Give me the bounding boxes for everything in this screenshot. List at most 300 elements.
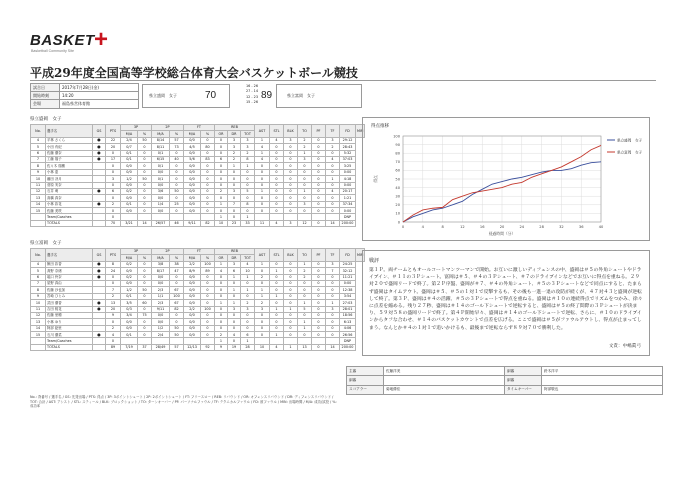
y-tick-label: 90 (395, 142, 400, 147)
stat-cell: 1 (298, 319, 312, 325)
stat-cell: 0/0 (184, 312, 201, 318)
stat-cell: 32:12 (340, 268, 356, 274)
stat-cell: 0 (201, 195, 215, 201)
y-tick-label: 60 (395, 168, 400, 173)
stat-cell: 1 (255, 293, 270, 299)
stat-cell: 0 (215, 280, 228, 286)
stat-cell: 2/3 (152, 287, 170, 293)
stat-cell: 0/0 (121, 169, 138, 175)
stat-cell: 0 (170, 319, 184, 325)
stat-cell: 37:34 (340, 201, 356, 207)
stat-cell: 6 (31, 274, 46, 280)
stat-cell: 5 (31, 268, 46, 274)
y-tick-label: 100 (393, 134, 400, 139)
stat-cell: 1 (298, 261, 312, 267)
starter-mark: ● (93, 156, 106, 162)
report-heading: 戦評 (369, 258, 380, 264)
stat-cell: 0 (312, 156, 326, 162)
stat-cell: 0 (312, 144, 326, 150)
stat-cell: 3 (228, 306, 241, 312)
stat-cell: 0 (298, 293, 312, 299)
stat-cell: 1/2 (121, 287, 138, 293)
x-tick-label: 28 (539, 225, 544, 229)
stat-cell: 2 (228, 150, 241, 156)
stat-cell: 0 (284, 287, 298, 293)
column-header: PF (312, 249, 326, 262)
stat-cell: 0 (270, 182, 284, 188)
stat-cell: 0 (298, 332, 312, 338)
stat-cell: 3/21 (121, 220, 138, 226)
stat-cell: 0/1 (121, 156, 138, 162)
stat-cell: 2 (215, 332, 228, 338)
stat-cell: 2 (298, 268, 312, 274)
column-header: 2P (152, 125, 184, 131)
stat-cell: 3 (284, 137, 298, 143)
player-name: 堀口 伶奈 (46, 274, 93, 280)
stat-cell: 3 (106, 176, 121, 182)
official-name: 菊地優佳 (384, 385, 505, 394)
stat-cell: 0 (298, 287, 312, 293)
column-header: FD (340, 125, 356, 138)
player-name: 石井 萌 (46, 188, 93, 194)
logo-text: BASKET (30, 32, 95, 49)
stat-cell: 14 (138, 220, 152, 226)
stat-cell: 6 (31, 150, 46, 156)
starter-mark: ● (93, 150, 106, 156)
game-report (362, 250, 650, 356)
stat-cell: 0 (312, 300, 326, 306)
stat-cell: 0 (215, 137, 228, 143)
stat-cell: 4 (241, 261, 255, 267)
stat-cell: 0 (138, 280, 152, 286)
stat-cell: 0 (270, 319, 284, 325)
stat-cell: 37:03 (340, 156, 356, 162)
stat-cell: 0 (201, 201, 215, 207)
stat-cell: 0 (215, 306, 228, 312)
report-author: 文責：中嶋眞弓 (608, 344, 641, 349)
officials-row (347, 385, 663, 394)
stat-cell: 37 (138, 344, 152, 350)
stat-cell: 0 (201, 332, 215, 338)
stat-cell: 19 (228, 344, 241, 350)
stat-cell: 0/0 (121, 319, 138, 325)
stat-cell: 26/57 (152, 220, 170, 226)
stat-cell: 0 (270, 274, 284, 280)
stat-cell: 0 (201, 319, 215, 325)
stat-cell: 67 (170, 287, 184, 293)
starter-mark: ● (93, 144, 106, 150)
stat-cell: 0 (284, 319, 298, 325)
stat-cell: 0 (241, 280, 255, 286)
stat-cell: 0 (270, 150, 284, 156)
stat-cell: 82 (170, 306, 184, 312)
stat-cell: 0 (270, 261, 284, 267)
stat-cell: 0 (138, 319, 152, 325)
stat-cell: 26:56 (340, 332, 356, 338)
stat-cell: 0 (138, 169, 152, 175)
stat-cell: 0 (138, 163, 152, 169)
stat-cell: 1 (255, 287, 270, 293)
stat-cell: 17 (106, 156, 121, 162)
stat-cell: 0 (312, 293, 326, 299)
stat-cell: 0 (312, 306, 326, 312)
stat-cell: 8 (106, 261, 121, 267)
stat-cell: 4 (255, 144, 270, 150)
official-name: 阿部敬也 (542, 385, 663, 394)
stat-cell: 0 (228, 338, 241, 344)
stat-cell: 50 (170, 188, 184, 194)
stat-cell: 25 (170, 201, 184, 207)
stat-cell: 3 (326, 261, 340, 267)
officials-row (347, 367, 663, 376)
stat-cell: 10 (215, 220, 228, 226)
stat-cell: 0 (228, 208, 241, 214)
player-name: 藤田 冴月 (46, 176, 93, 182)
stat-cell: 1 (228, 274, 241, 280)
stat-cell: 14 (326, 220, 340, 226)
player-row (31, 344, 365, 350)
stat-cell: 0 (312, 332, 326, 338)
home-team-name: 県立盛岡 女子 (149, 93, 177, 98)
stat-cell: 0/0 (152, 182, 170, 188)
chart-title: 得点推移 (371, 124, 389, 129)
player-name: 佐々木 瑞穂 (46, 163, 93, 169)
stat-cell: 28:43 (340, 144, 356, 150)
stat-cell: 0 (201, 169, 215, 175)
stat-cell: 0 (326, 332, 340, 338)
stat-cell: 0 (170, 195, 184, 201)
stat-cell: 1 (255, 188, 270, 194)
home-final-score: 70 (205, 90, 217, 101)
stat-cell: 0 (312, 344, 326, 350)
starter-mark: ● (93, 201, 106, 207)
stat-cell: 0/0 (121, 182, 138, 188)
player-name: 髙野 奈緒 (46, 268, 93, 274)
stat-cell: 0/0 (184, 201, 201, 207)
stat-cell: 67 (170, 300, 184, 306)
stat-cell: 73 (170, 144, 184, 150)
legend-label: 県立盛岡 女子 (617, 138, 643, 143)
stat-cell: 4 (270, 137, 284, 143)
column-subheader: TOT (241, 131, 255, 137)
stat-cell: 1 (241, 214, 255, 220)
stat-cell: 12 (31, 312, 46, 318)
stat-cell: 0 (170, 280, 184, 286)
stat-cell: 0/0 (184, 300, 201, 306)
stat-cell: 0/0 (184, 325, 201, 331)
stat-cell: 0 (215, 144, 228, 150)
column-header: REB (215, 125, 255, 131)
stat-cell: 0 (228, 280, 241, 286)
stat-cell: 9/11 (184, 220, 201, 226)
stat-cell: 0 (228, 176, 241, 182)
stat-cell: 3 (298, 201, 312, 207)
stat-cell: 1/1 (152, 293, 170, 299)
stat-cell: 0 (241, 176, 255, 182)
stat-cell: 1 (241, 163, 255, 169)
column-subheader: M/A (121, 131, 138, 137)
stat-cell: 7 (106, 287, 121, 293)
stat-cell: 0 (138, 156, 152, 162)
stat-cell: 3:25 (340, 163, 356, 169)
stat-cell: 0 (284, 208, 298, 214)
away-final-score: 89 (261, 90, 273, 101)
stat-cell: 0/0 (184, 176, 201, 182)
stat-cell: 0 (312, 208, 326, 214)
starter-mark: ● (93, 137, 106, 143)
stat-cell: 0/1 (121, 293, 138, 299)
stat-cell: 7 (326, 268, 340, 274)
column-header: TO (298, 125, 312, 138)
stat-cell: 50 (138, 176, 152, 182)
stat-cell: 12/13 (184, 344, 201, 350)
stat-cell: 50 (138, 287, 152, 293)
stat-cell: 0 (201, 150, 215, 156)
stat-cell: 0 (326, 182, 340, 188)
stat-cell: 0 (241, 293, 255, 299)
column-header: BLK (284, 125, 298, 138)
stat-cell: 0 (270, 169, 284, 175)
x-tick-label: 16 (479, 225, 485, 229)
official-name: 佐藤洋美 (384, 367, 505, 376)
stat-cell: 10 (255, 344, 270, 350)
stat-cell: 92 (201, 344, 215, 350)
stat-cell: 2/4 (152, 332, 170, 338)
stat-cell: 60 (138, 300, 152, 306)
stat-cell: 10 (31, 176, 46, 182)
stat-cell: 14 (326, 344, 340, 350)
y-tick-label: 80 (395, 151, 400, 156)
player-name: 石川 優菜 (46, 332, 93, 338)
stat-cell: 0/0 (121, 325, 138, 331)
stat-cell: 0/0 (184, 137, 201, 143)
player-name: 佐藤 美咲 (46, 208, 93, 214)
stat-cell: 0 (284, 300, 298, 306)
score-chart-svg (363, 118, 649, 240)
away-team-name: 県立富岡 女子 (287, 93, 315, 98)
stat-cell: 0 (170, 176, 184, 182)
stat-cell: 0 (312, 261, 326, 267)
stat-cell: 0 (270, 176, 284, 182)
stat-cell: 0 (326, 274, 340, 280)
x-tick-label: 12 (460, 225, 465, 229)
stat-cell: 11:21 (340, 274, 356, 280)
y-tick-label: 20 (395, 203, 400, 208)
stat-cell: 11 (255, 220, 270, 226)
stat-cell: 0 (284, 312, 298, 318)
column-header: FT (184, 125, 215, 131)
stat-cell: 57 (170, 137, 184, 143)
player-name: 吉田 桃花 (46, 306, 93, 312)
stat-cell: 1/2 (121, 176, 138, 182)
stat-cell: 0/2 (121, 261, 138, 267)
y-tick-label: 0 (397, 220, 400, 225)
stat-cell: 0 (170, 208, 184, 214)
stat-cell: 0/0 (152, 312, 170, 318)
stat-cell: 2/4 (121, 137, 138, 143)
stat-cell: 0/0 (152, 208, 170, 214)
column-subheader: DR (228, 255, 241, 261)
stat-cell: 57 (170, 344, 184, 350)
stat-cell: 0 (255, 280, 270, 286)
stat-cell: 0/1 (152, 163, 170, 169)
stat-cell: 0 (284, 293, 298, 299)
stat-cell: 0 (170, 150, 184, 156)
stat-cell: 0 (241, 325, 255, 331)
stat-cell: 0 (255, 195, 270, 201)
stat-cell: 0 (106, 208, 121, 214)
stat-cell (31, 220, 46, 226)
stat-cell: 24:25 (340, 261, 356, 267)
stat-cell: 8 (241, 156, 255, 162)
stat-cell: DNP (340, 338, 356, 344)
stat-cell: 0 (284, 325, 298, 331)
stat-cell: 0 (312, 201, 326, 207)
stat-cell: 0 (215, 208, 228, 214)
stat-cell: 7 (31, 280, 46, 286)
column-header: STL (270, 125, 284, 138)
stat-cell: 0/0 (184, 287, 201, 293)
stat-cell: 0/2 (121, 188, 138, 194)
stat-cell: 0/1 (152, 150, 170, 156)
stat-cell: 0 (106, 338, 121, 344)
stat-cell: 38 (170, 261, 184, 267)
stat-cell: 0 (284, 195, 298, 201)
stat-cell: 0/7 (121, 144, 138, 150)
stat-cell: 100 (201, 306, 215, 312)
site-logo (30, 26, 140, 60)
player-name: 武田 優香 (46, 300, 93, 306)
starter-mark: ● (93, 188, 106, 194)
stat-cell (31, 344, 46, 350)
report-text: 第１Ｐ。両チームともオールコートマンツーマンで開始。お互いに激しいディフェンスの中、盛岡は＃５の外角シュートやドライブイン、＃１１の３Ｐシュート。富岡は＃５、＃４の３Ｐシュート、＃７のドライブインなどでお互いに得点を重ねる。２９対２０で盛岡リードで終了。第２Ｐ序盤、盛岡が＃７、＃４の外角シュート、＃５の３Ｐシュートなどで同点にすると、たまらず盛岡はタイムアウト。盛岡は＃５、＃５の１対１で反撃するも、その後も一進一退の攻防が続くが、４７対４３と盛岡が逆転して終了。第３Ｐ、盛岡は＃４の活躍、＃５の３Ｐシュートで得点を重ねる。盛岡は＃１０の連続得点でリズムをつかみ、徐々に点差を縮める。残り２７秒、盛岡は＃１４のゴール下シュートで逆転すると、盛岡は＃５の終了間際の３Ｐシュートが決まり、５９対５８の盛岡リードで終了。第４Ｐ開始早々、盛岡は＃１４のゴール下シュートで逆転、さらに、＃１０のドライブインからタフな合わせ、＃１４のバスケットカウントで点差を広げる。ここで盛岡は＃５がファウルアウトし、得点が止まってしまう。なんとか＃４の１対１で追いかけるも、最後まで逆転ならず８９対７０で勝利した。 (369, 268, 643, 331)
official-role: 副審 (505, 376, 542, 385)
stat-cell: 3/6 (152, 188, 170, 194)
stat-cell: 4 (270, 220, 284, 226)
stat-cell: 11 (31, 182, 46, 188)
stat-cell: 6 (241, 332, 255, 338)
stat-cell: 0 (228, 214, 241, 220)
stat-cell: 0/1 (121, 332, 138, 338)
stat-cell: 5:32 (340, 150, 356, 156)
stat-cell: 1 (215, 261, 228, 267)
stat-cell: 0 (298, 163, 312, 169)
column-subheader: M/A (152, 255, 170, 261)
column-header: PF (312, 125, 326, 138)
stat-cell: 46 (170, 220, 184, 226)
quarter-score: 12 - 23 (245, 94, 258, 99)
column-subheader: % (170, 131, 184, 137)
stat-cell: 0 (312, 150, 326, 156)
player-name: Team/Coaches (46, 338, 93, 344)
column-subheader: OR (215, 131, 228, 137)
stat-cell: 0 (326, 293, 340, 299)
stat-cell: 8/11 (152, 144, 170, 150)
player-name: 佐藤 里穂 (46, 312, 93, 318)
stat-cell: 0 (284, 163, 298, 169)
column-header: 選手名 (46, 125, 93, 138)
stat-cell: 2 (255, 274, 270, 280)
stat-cell: 23 (228, 220, 241, 226)
stat-cell: 13 (31, 319, 46, 325)
stat-cell: 1 (298, 188, 312, 194)
stat-cell: 3 (241, 144, 255, 150)
column-header: TF (326, 249, 340, 262)
stat-cell: 0:00 (340, 208, 356, 214)
stat-cell: 0/3 (121, 306, 138, 312)
stat-cell: 0/0 (184, 319, 201, 325)
stat-cell: 0 (270, 163, 284, 169)
stat-cell: 1 (298, 150, 312, 156)
stat-cell: 0/1 (121, 201, 138, 207)
info-value: 14:20 (60, 92, 139, 100)
starter-mark: ● (93, 274, 106, 280)
stat-cell: 14 (31, 325, 46, 331)
stat-cell: 0 (255, 332, 270, 338)
stat-cell: 0 (270, 156, 284, 162)
stat-cell: 0 (201, 274, 215, 280)
starter-mark (93, 220, 106, 226)
stat-cell: 9/11 (152, 306, 170, 312)
stat-cell: 4 (255, 156, 270, 162)
stat-cell: 0 (138, 268, 152, 274)
stat-cell: 0 (270, 188, 284, 194)
stat-cell: 0/0 (184, 163, 201, 169)
stat-cell: 0 (138, 150, 152, 156)
info-row-time (31, 92, 139, 100)
stat-cell: 1 (241, 287, 255, 293)
stat-cell: 0 (298, 280, 312, 286)
stat-cell: 0 (241, 195, 255, 201)
stat-cell: 1/2 (152, 325, 170, 331)
stat-cell: 20:17 (340, 188, 356, 194)
stat-cell: 0 (326, 208, 340, 214)
stat-cell: 0 (138, 144, 152, 150)
stat-cell: 12:38 (340, 287, 356, 293)
info-label: 開始時刻 (31, 92, 60, 100)
x-tick-label: 8 (441, 225, 444, 229)
logo-plus-icon: + (94, 26, 109, 53)
stat-cell: 0 (215, 325, 228, 331)
stat-cell: 50 (170, 332, 184, 338)
stat-cell: 3/8 (152, 261, 170, 267)
stat-cell: 0 (255, 325, 270, 331)
column-header: 選手名 (46, 249, 93, 262)
stat-cell: 1 (298, 325, 312, 331)
column-header: REB (215, 249, 255, 255)
info-label: 試合日 (31, 84, 60, 92)
column-header: TF (326, 125, 340, 138)
stat-cell: 0/0 (121, 163, 138, 169)
stat-cell: 0 (284, 201, 298, 207)
player-name: 宮崎 ひとみ (46, 293, 93, 299)
stat-cell: 3:54 (340, 293, 356, 299)
official-role: タイムキーパー (505, 385, 542, 394)
column-subheader: % (201, 131, 215, 137)
stat-cell: 1 (215, 214, 228, 220)
stat-cell: 2 (106, 325, 121, 331)
stat-cell: 100 (201, 261, 215, 267)
stat-cell: 1 (270, 306, 284, 312)
stat-cell: 0/1 (121, 150, 138, 156)
starter-mark: ● (93, 332, 106, 338)
stat-cell: 0/1 (152, 176, 170, 182)
stat-cell: 0 (255, 319, 270, 325)
column-header: AST (255, 249, 270, 262)
stat-cell: 0/0 (184, 208, 201, 214)
stat-cell: 5 (298, 306, 312, 312)
column-subheader: % (138, 255, 152, 261)
